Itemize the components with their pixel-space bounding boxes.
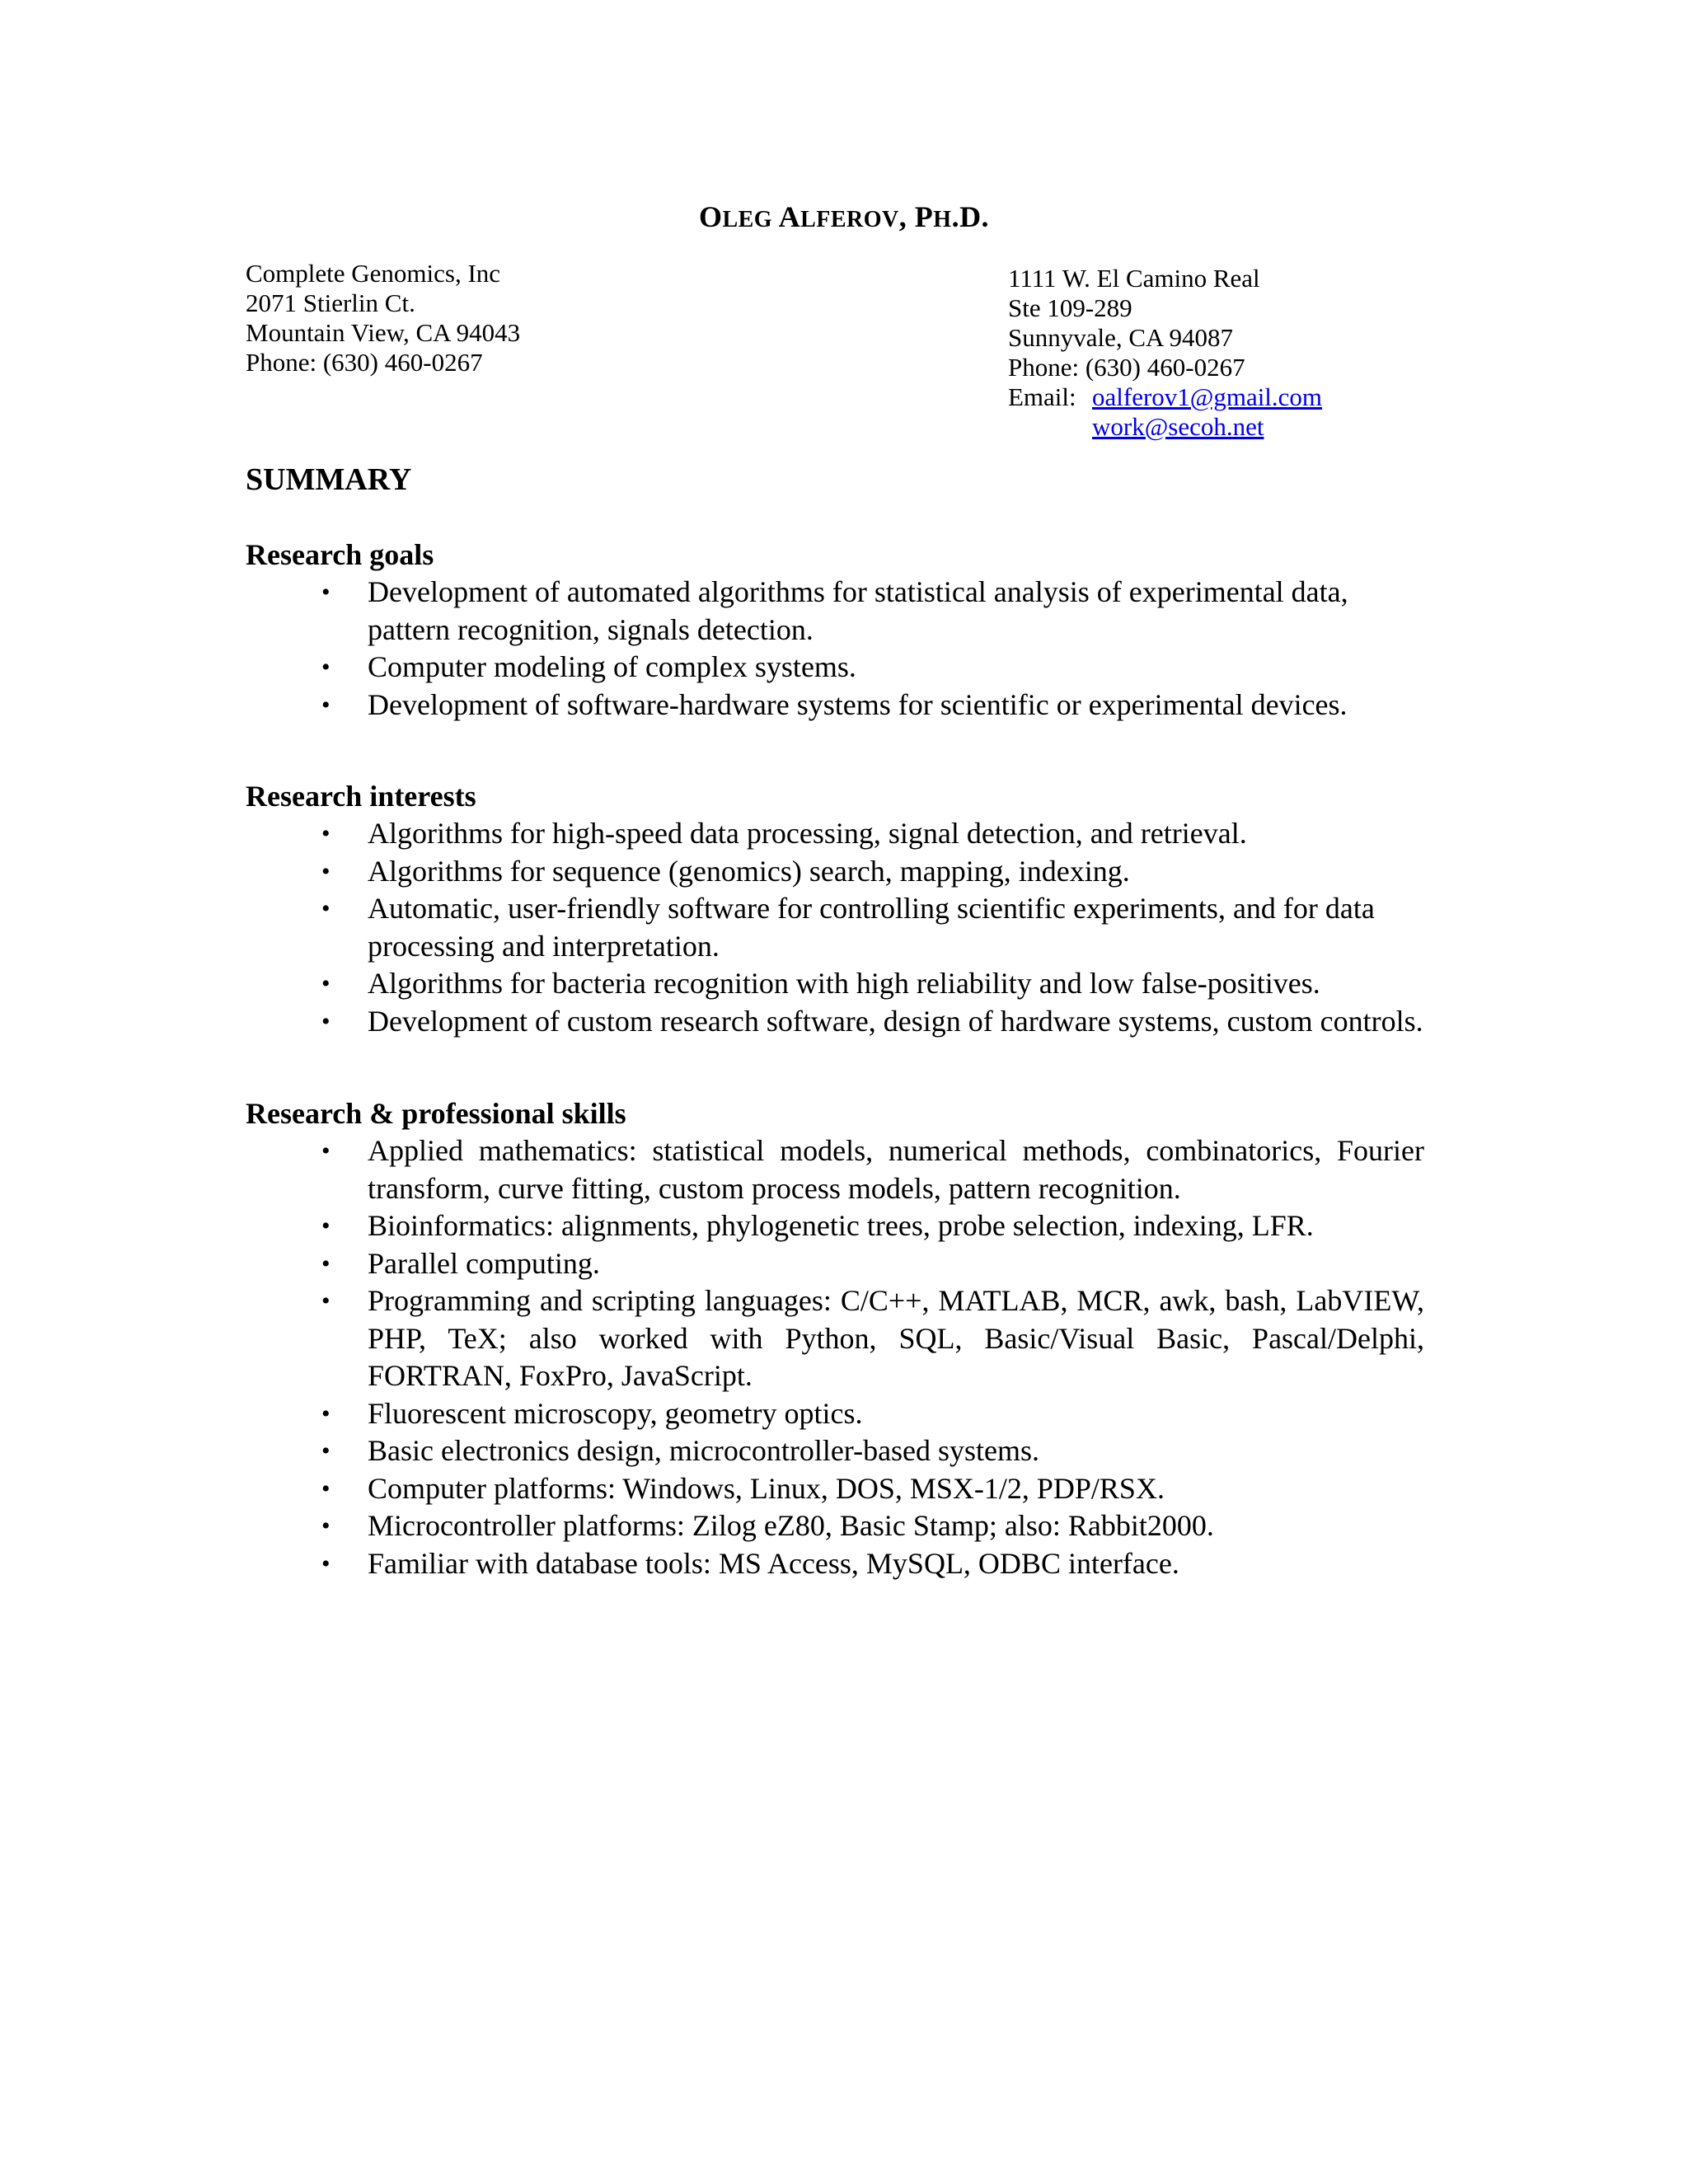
section-research-goals: [246, 536, 1424, 724]
work-address-line: Mountain View, CA 94043: [246, 318, 521, 347]
bullet-icon: •: [321, 1249, 331, 1277]
list-item-text: Automatic, user-friendly software for controlling scientific experiments, and for data processing and interpretation.: [368, 892, 1375, 963]
bullet-icon: •: [321, 857, 331, 885]
section-title: Research goals: [246, 538, 434, 571]
name-part: ,: [898, 200, 915, 233]
list-item-text: Applied mathematics: statistical models, numerical methods, combinatorics, Fourier transform, curve fitting, custom process models, pattern recognition.: [368, 1134, 1424, 1205]
list-item-text: Computer platforms: Windows, Linux, DOS, MSX-1/2, PDP/RSX.: [368, 1471, 1165, 1505]
work-address-line: 2071 Stierlin Ct.: [246, 288, 415, 317]
list-item-text: Development of software-hardware systems for scientific or experimental devices.: [368, 687, 1348, 721]
summary-heading: SUMMARY: [246, 462, 412, 497]
section-title: Research & professional skills: [246, 1097, 626, 1130]
list-item: [246, 815, 1424, 853]
bullet-icon: •: [321, 1474, 331, 1502]
list-item-text: Fluorescent microscopy, geometry optics.: [368, 1396, 863, 1430]
list-item-text: Development of custom research software, design of hardware systems, custom controls.: [368, 1004, 1423, 1038]
name-part: LFEROV: [800, 207, 899, 232]
list-item: [246, 1245, 1424, 1283]
list-item-text: Development of automated algorithms for statistical analysis of experimental data, pattern recognition, signals detection.: [368, 575, 1348, 646]
section-research-interests: [246, 777, 1424, 1040]
bullet-icon: •: [321, 1512, 331, 1540]
bullet-list: [246, 815, 1424, 1040]
list-item-text: Programming and scripting languages: C/C++, MATLAB, MCR, awk, bash, LabVIEW, PHP, TeX; also worked with Python, SQL, Basic/Visual Basic, Pascal/Delphi, FORTRAN, FoxPro, JavaScript.: [368, 1284, 1424, 1392]
list-item-text: Familiar with database tools: MS Access, MySQL, ODBC interface.: [368, 1546, 1179, 1580]
home-address-line: Ste 109-289: [1008, 293, 1132, 322]
list-item-text: Algorithms for sequence (genomics) search, mapping, indexing.: [368, 854, 1130, 888]
list-item: [246, 574, 1424, 649]
list-item-text: Microcontroller platforms: Zilog eZ80, Basic Stamp; also: Rabbit2000.: [368, 1509, 1214, 1542]
list-item-text: Computer modeling of complex systems.: [368, 650, 856, 683]
email-link-secoh[interactable]: work@secoh.net: [1092, 412, 1264, 441]
list-item: [246, 649, 1424, 687]
list-item-text: Basic electronics design, microcontroller-based systems.: [368, 1434, 1040, 1467]
bullet-icon: •: [321, 1007, 331, 1035]
work-address-block: [246, 259, 520, 377]
name-part: P: [914, 200, 934, 233]
list-item: [246, 1132, 1424, 1207]
list-item: [246, 1470, 1424, 1508]
bullet-icon: •: [321, 1549, 331, 1577]
list-item: [246, 1395, 1424, 1433]
email-row: [1008, 412, 1322, 442]
bullet-icon: •: [321, 1437, 331, 1465]
section-title: Research interests: [246, 780, 476, 813]
home-address-line: 1111 W. El Camino Real: [1008, 264, 1260, 293]
bullet-icon: •: [321, 1399, 331, 1427]
home-address-block: [1008, 264, 1322, 442]
list-item-text: Parallel computing.: [368, 1246, 600, 1280]
list-item: [246, 1545, 1424, 1583]
home-address-line: Sunnyvale, CA 94087: [1008, 323, 1233, 352]
bullet-icon: •: [321, 579, 331, 606]
list-item: [246, 1003, 1424, 1041]
name-part: .D.: [951, 200, 990, 233]
home-phone: Phone: (630) 460-0267: [1008, 353, 1245, 382]
list-item: [246, 687, 1424, 724]
bullet-icon: •: [321, 1287, 331, 1315]
name-part: O: [698, 200, 723, 233]
email-row: [1008, 382, 1322, 412]
bullet-icon: •: [321, 895, 331, 922]
bullet-icon: •: [321, 820, 331, 847]
list-item: [246, 1282, 1424, 1395]
email-label: Email:: [1008, 382, 1076, 411]
list-item-text: Bioinformatics: alignments, phylogenetic trees, probe selection, indexing, LFR.: [368, 1209, 1314, 1242]
list-item: [246, 890, 1424, 965]
bullet-list: [246, 1132, 1424, 1582]
list-item-text: Algorithms for bacteria recognition with high reliability and low false-positives.: [368, 967, 1320, 1000]
work-address-line: Complete Genomics, Inc: [246, 259, 501, 288]
work-phone: Phone: (630) 460-0267: [246, 348, 483, 377]
bullet-list: [246, 574, 1424, 724]
email-link-gmail[interactable]: oalferov1@gmail.com: [1092, 382, 1323, 411]
bullet-icon: •: [321, 691, 331, 719]
resume-name-title: [0, 199, 1688, 234]
list-item: [246, 1207, 1424, 1245]
list-item: [246, 1432, 1424, 1470]
list-item: [246, 965, 1424, 1003]
name-part: H: [933, 207, 952, 232]
name-part: A: [778, 200, 801, 233]
bullet-icon: •: [321, 1212, 331, 1240]
bullet-icon: •: [321, 654, 331, 681]
list-item: [246, 1507, 1424, 1545]
list-item-text: Algorithms for high-speed data processing, signal detection, and retrieval.: [368, 817, 1247, 850]
list-item: [246, 853, 1424, 891]
section-professional-skills: [246, 1094, 1424, 1582]
bullet-icon: •: [321, 1137, 331, 1165]
bullet-icon: •: [321, 970, 331, 997]
name-part: LEG: [722, 207, 779, 232]
